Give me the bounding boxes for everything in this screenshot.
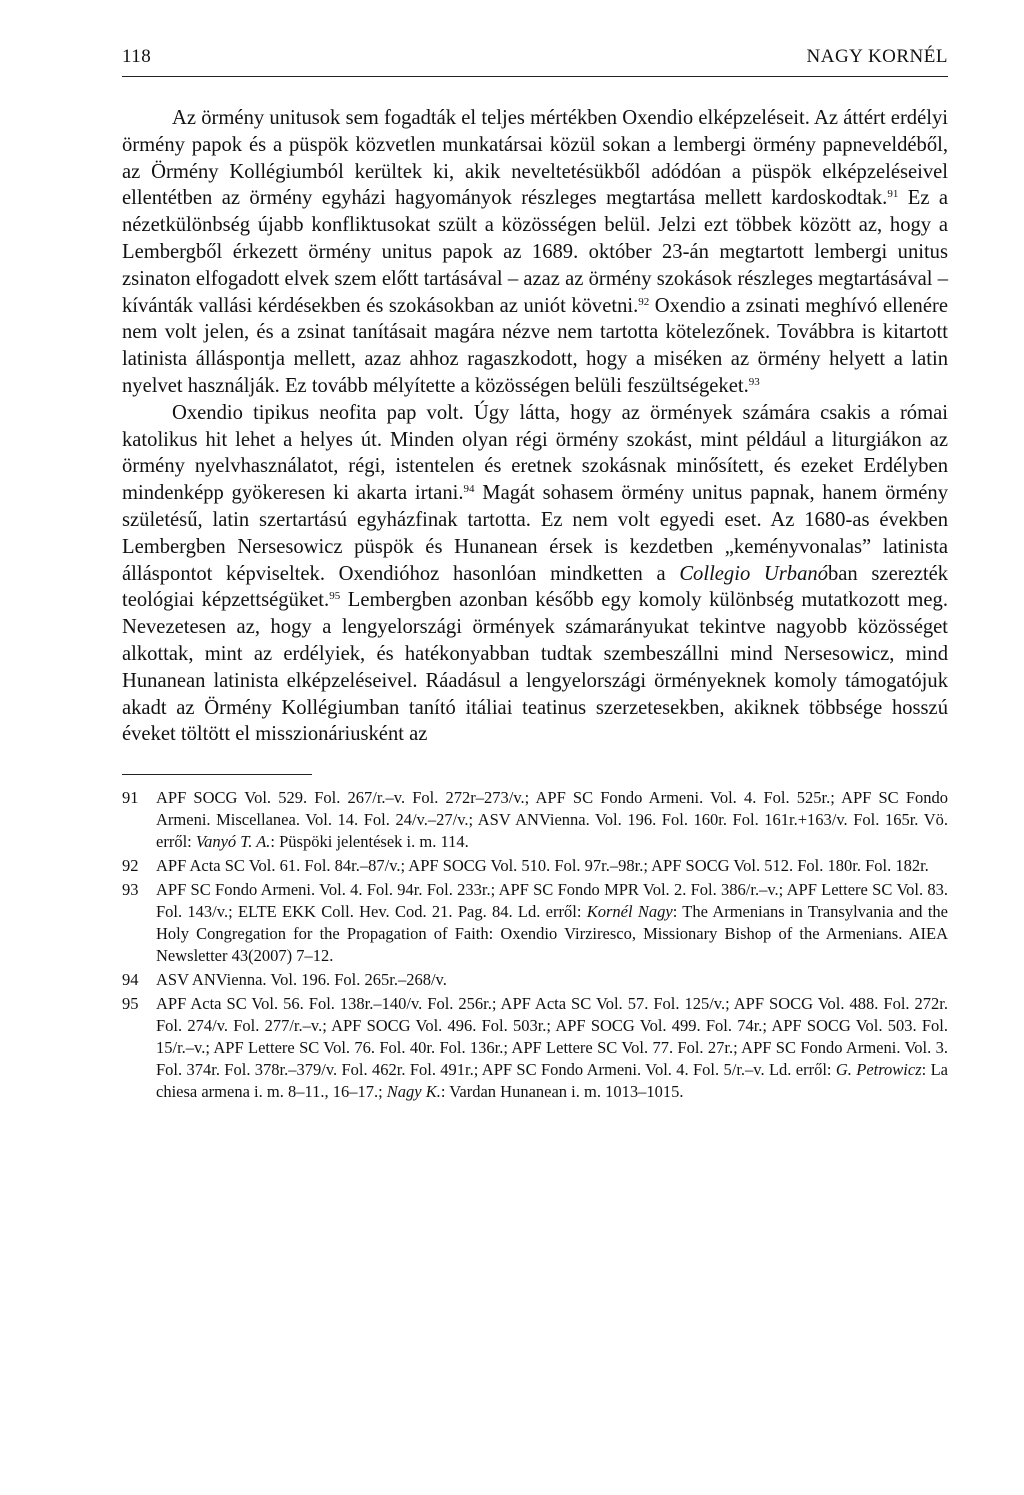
footnote-text: ASV ANVienna. Vol. 196. Fol. 265r.–268/v. [156,970,447,990]
footnote-author: Nagy K. [386,1082,441,1102]
footnote-divider [122,774,312,775]
footnote-text: APF Acta SC Vol. 61. Fol. 84r.–87/v.; APF SOCG Vol. 510. Fol. 97r.–98r.; APF SOCG Vol. 512. Fol. 180r. Fol. 182r. [156,856,929,876]
footnote-author: Vanyó T. A. [195,832,271,852]
footnote-number: 91 [122,788,139,808]
footnote-number: 93 [122,880,139,900]
footnote-93 [122,879,948,967]
footnote-95 [122,993,948,1103]
paragraph-1 [122,105,948,400]
footnote-92 [122,855,948,877]
paragraph-2 [122,400,948,748]
footnote-91 [122,787,948,853]
footnote-text: APF SC Fondo Armeni. Vol. 4. Fol. 94r. Fol. 233r.; APF SC Fondo MPR Vol. 2. Fol. 386/r.–v.; APF Lettere SC Vol. 83. Fol. 143/v.; ELTE EKK Coll. Hev. Cod. 21. Pag. 84. Ld. erről: [156,880,948,922]
footnote-number: 94 [122,970,139,990]
text-run: Lembergben azonban később egy komoly különbség mutatkozott meg. Nevezetesen az, hogy a lengyelországi örmények számarányukat tekintve nagyobb közösséget alkottak, mint az erdélyiek, és hatékonyabban tudtak szembeszállni mind Nersesowicz, mind Hunanean latinista elképzeléseivel. Ráadásul a lengyelországi örményeknek komoly támogatójuk akadt az Örmény Kollégiumban tanító itáliai teatinus szerzetesekben, akiknek többsége hosszú éveket töltött el misszionáriusként az [122,589,948,746]
footnote-text: APF Acta SC Vol. 56. Fol. 138r.–140/v. Fol. 256r.; APF Acta SC Vol. 57. Fol. 125/v.; APF SOCG Vol. 488. Fol. 272r. Fol. 274/v. Fol. 277/r.–v.; APF SOCG Vol. 496. Fol. 503r.; APF SOCG Vol. 499. Fol. 74r.; APF SOCG Vol. 503. Fol. 15/r.–v.; APF Lettere SC Vol. 76. Fol. 40r. Fol. 136r.; APF Lettere SC Vol. 77. Fol. 27r.; APF SC Fondo Armeni. Vol. 3. Fol. 374r. Fol. 378r.–379/v. Fol. 462r. Fol. 491r.; APF SC Fondo Armeni. Vol. 4. Fol. 5/r.–v. Ld. erről: [156,994,948,1080]
text-run: Oxendio tipikus neofita pap volt. Úgy látta, hogy az örmények számára csakis a római katolikus hit lehet a helyes út. Minden olyan régi örmény szokást, mint például a liturgiákon az örmény nyelvhasználatot, régi, istentelen és eretnek szokásnak minősített, és ezeket Erdélyben mindenképp gyökeresen ki akarta irtani. [122,401,948,505]
footnote-text: : The Armenians in Transylvania and the Holy Congregation for the Propagation of Faith: Oxendio Virziresco, Missionary Bishop of the Armenians. AIEA Newsletter 43(2007) 7–12. [156,902,948,966]
footnote-ref-92[interactable]: 92 [638,295,650,308]
text-run: Magát sohasem örmény unitus papnak, hanem örmény születésű, latin szertartású egyházfinak tartotta. Ez nem volt egyedi eset. Az 1680-as években Lembergben Nersesowicz püspök és Hunanean érsek is kezdetben „keményvonalas” latinista álláspontot képviseltek. Oxendióhoz hasonlóan mindketten a [122,482,948,585]
footnote-ref-91[interactable]: 91 [887,188,899,201]
footnote-text: : La chiesa armena i. m. 8–11., 16–17.; [156,1060,948,1102]
page-number: 118 [122,46,152,67]
footnote-number: 95 [122,994,139,1014]
footnote-94 [122,969,948,991]
footnote-author: Kornél Nagy [586,902,673,922]
footnote-author: G. Petrowicz [835,1060,922,1080]
body-text [122,105,948,748]
footnote-number: 92 [122,856,139,876]
footnote-text: APF SOCG Vol. 529. Fol. 267/r.–v. Fol. 272r–273/v.; APF SC Fondo Armeni. Vol. 4. Fol. 525r.; APF SC Fondo Armeni. Miscellanea. Vol. 14. Fol. 24/v.–27/v.; ASV ANVienna. Vol. 196. Fol. 160r. Fol. 161r.+163/v. Fol. 165r. Vö. erről: [156,788,948,852]
text-run: Ez a nézetkülönbség újabb konfliktusokat szült a közösségen belül. Jelzi ezt többek között az, hogy a Lembergből érkezett örmény unitus papok az 1689. október 23-án megtartott lembergi unitus zsinaton elfogadott elvek szem előtt tartásával – azaz az örmény szokások részleges megtartásával – kívánták vallási kérdésekben és szokásokban az uniót követni. [122,187,948,317]
text-run: Az örmény unitusok sem fogadták el teljes mértékben Oxendio elképzeléseit. Az áttért erdélyi örmény papok és a püspök közvetlen munkatársai közül sokan a lembergi örmény papneveldéből, az Örmény Kollégiumból kerültek ki, akik neveltetésükből adódóan a püspök elképzeléseivel ellentétben az örmény egyházi hagyományok részleges megtartása mellett kardoskodtak. [122,107,948,210]
italic-title: Collegio Urbanó [679,562,828,585]
footnotes [122,787,948,1103]
footnote-text: : Vardan Hunanean i. m. 1013–1015. [440,1082,684,1102]
running-header [122,46,948,77]
footnote-ref-94[interactable]: 94 [463,483,475,496]
running-title: NAGY KORNÉL [806,46,948,67]
text-run: ban szerezték teológiai képzettségüket. [122,562,949,612]
footnote-text: : Püspöki jelentések i. m. 114. [270,832,469,852]
footnote-ref-93[interactable]: 93 [748,375,760,388]
footnote-ref-95[interactable]: 95 [329,590,341,603]
text-run: Oxendio a zsinati meghívó ellenére nem volt jelen, és a zsinat tanításait magára nézve nem tartotta kötelezőnek. Továbbra is kitartott latinista álláspontja mellett, azaz ahhoz ragaszkodott, hogy a miséken az örmény helyett a latin nyelvet használják. Ez tovább mélyítette a közösségen belüli feszültségeket. [122,294,948,397]
